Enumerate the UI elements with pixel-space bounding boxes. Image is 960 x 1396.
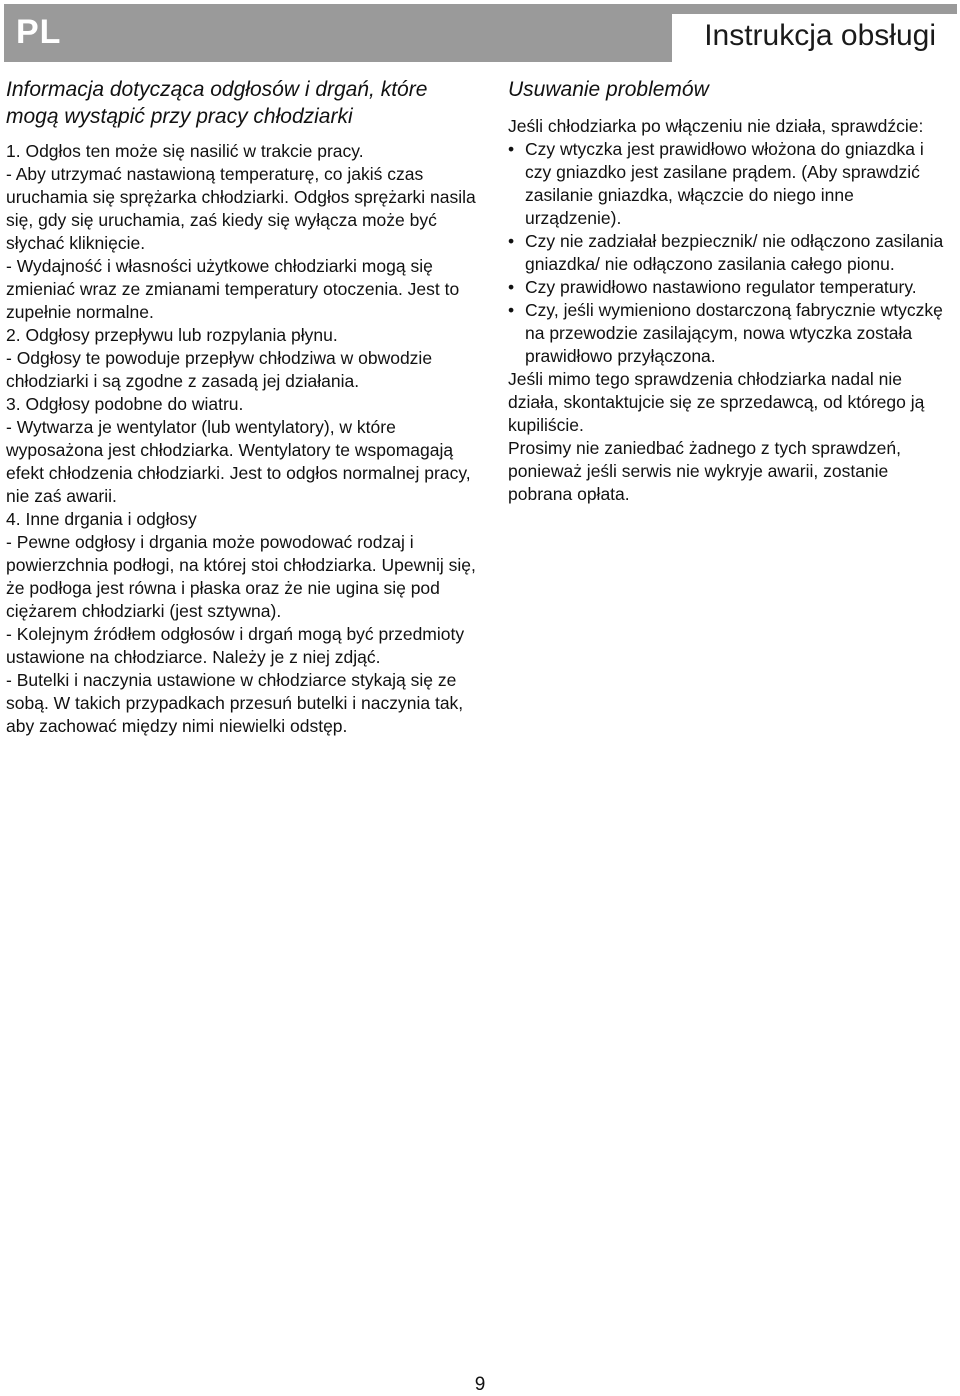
- noise-paragraph: - Kolejnym źródłem odgłosów i drgań mogą być przedmioty ustawione na chłodziarce. Należy je z niej zdjąć.: [6, 624, 465, 667]
- noise-paragraph: - Odgłosy te powoduje przepływ chłodziwa w obwodzie chłodziarki i są zgodne z zasadą jej działania.: [6, 348, 433, 391]
- troubleshooting-paragraph: Prosimy nie zaniedbać żadnego z tych sprawdzeń, ponieważ jeśli serwis nie wykryje awarii, zostanie pobrana opłata.: [508, 438, 901, 504]
- troubleshooting-section: [508, 76, 948, 506]
- page-header: [0, 0, 960, 64]
- noise-paragraph: - Pewne odgłosy i drgania może powodować rodzaj i powierzchnia podłogi, na której stoi chłodziarka. Upewnij się, że podłoga jest równa i płaska oraz że nie ugina się pod ciężarem chłodziarki (jest sztywna).: [6, 532, 476, 621]
- noise-section: [6, 76, 476, 738]
- noise-paragraph: 4. Inne drgania i odgłosy: [6, 509, 197, 529]
- page-number: 9: [474, 1374, 486, 1395]
- noise-paragraph: - Butelki i naczynia ustawione w chłodziarce stykają się ze sobą. W takich przypadkach przesuń butelki i naczynia tak, aby zachować między nimi niewielki odstęp.: [6, 670, 464, 736]
- troubleshooting-title: Usuwanie problemów: [508, 78, 709, 101]
- noise-paragraph: - Aby utrzymać nastawioną temperaturę, co jakiś czas uruchamia się sprężarka chłodziarki. Odgłos sprężarki nasila się, gdy się uruchamia, zaś kiedy się wyłącza może być słychać kliknięcie.: [6, 164, 476, 253]
- check-bullet: • Czy, jeśli wymieniono dostarczoną fabrycznie wtyczkę na przewodzie zasilającym, nowa wtyczka została prawidłowo przyłączona.: [508, 299, 948, 368]
- manual-title: Instrukcja obsługi: [694, 18, 936, 54]
- noise-paragraph: 2. Odgłosy przepływu lub rozpylania płynu.: [6, 325, 338, 345]
- noise-paragraph: - Wytwarza je wentylator (lub wentylatory), w które wyposażona jest chłodziarka. Wentylatory te wspomagają efekt chłodzenia chłodziarki. Jest to odgłos normalnej pracy, nie zaś awarii.: [6, 417, 471, 506]
- noise-paragraph: 1. Odgłos ten może się nasilić w trakcie pracy.: [6, 141, 364, 161]
- troubleshooting-intro: Jeśli chłodziarka po włączeniu nie działa, sprawdźcie:: [508, 116, 924, 136]
- noise-section-title: Informacja dotycząca odgłosów i drgań, które mogą wystąpić przy pracy chłodziarki: [6, 78, 428, 128]
- troubleshooting-paragraph: Jeśli mimo tego sprawdzenia chłodziarka nadal nie działa, skontaktujcie się ze sprzedawcą, od którego ją kupiliście.: [508, 369, 925, 435]
- noise-paragraph: - Wydajność i własności użytkowe chłodziarki mogą się zmieniać wraz ze zmianami temperatury otoczenia. Jest to zupełnie normalne.: [6, 256, 460, 322]
- noise-paragraph: 3. Odgłosy podobne do wiatru.: [6, 394, 244, 414]
- language-code: PL: [16, 13, 62, 51]
- check-bullet: • Czy nie zadziałał bezpiecznik/ nie odłączono zasilania gniazdka/ nie odłączono zasilania całego pionu.: [508, 230, 948, 276]
- check-bullet: • Czy prawidłowo nastawiono regulator temperatury.: [508, 276, 948, 299]
- check-bullet: • Czy wtyczka jest prawidłowo włożona do gniazdka i czy gniazdko jest zasilane prądem. (Aby sprawdzić zasilanie gniazdka, włączcie do niego inne urządzenie).: [508, 138, 948, 230]
